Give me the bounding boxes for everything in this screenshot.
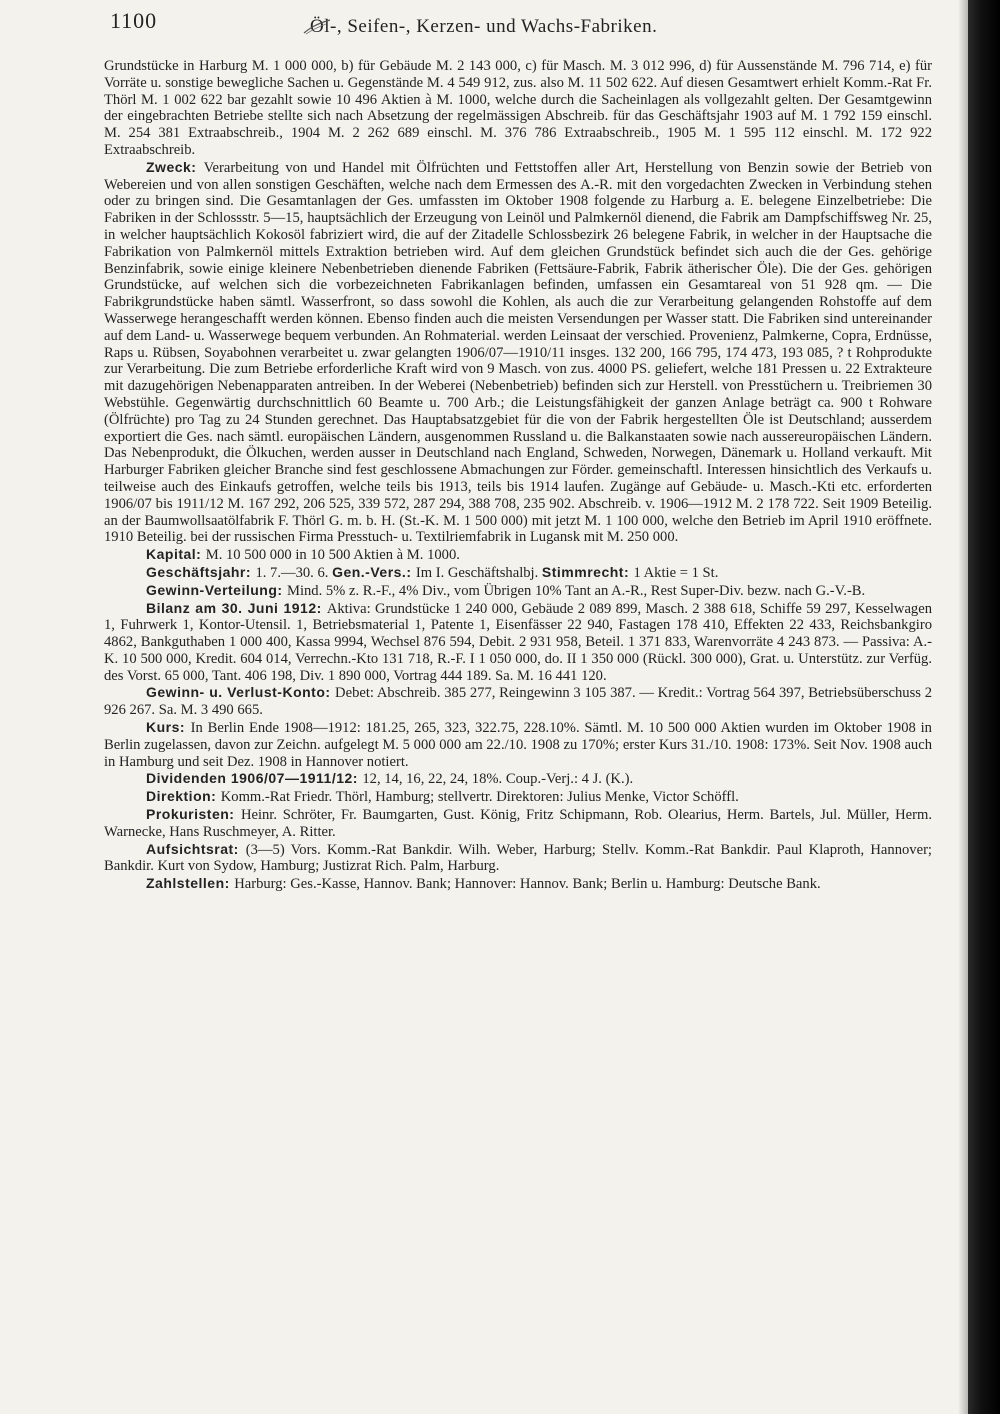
section-label: Gen.-Vers.: (332, 563, 416, 580)
section-label: Direktion: (146, 788, 221, 805)
section-label: Gewinn-Verteilung: (146, 581, 287, 598)
section-text: 12, 14, 16, 22, 24, 18%. Coup.-Verj.: 4 J. (K.). (362, 771, 634, 788)
section-label: Kurs: (146, 719, 191, 736)
section-direktion (104, 788, 932, 806)
intro-paragraph: Grundstücke in Harburg M. 1 000 000, b) für Gebäude M. 2 143 000, c) für Masch. M. 3 012 996, d) für Aussenstände M. 796 714, e) für Vorräte u. sonstige bewegliche Sachen u. Gegenstände M. 4 549 912, zus. also M. 11 502 622. Auf diesen Gesamtwert erhielt Komm.-Rat Fr. Thörl M. 1 002 622 bar gezahlt sowie 10 496 Aktien à M. 1000, welche durch die Sacheinlagen als vollgezahlt gelten. Der Gesamtgewinn der eingebrachten Betriebe stellte sich nach Absetzung der regelmässigen Abschreib. für das Geschäftsjahr 1903 auf M. 1 792 159 einschl. M. 254 381 Extraabschreib., 1904 M. 2 262 689 einschl. M. 376 786 Extraabschreib., 1905 M. 1 595 112 einschl. M. 172 922 Extraabschreib. (104, 58, 932, 158)
section-prokuristen (104, 806, 932, 841)
section-text: (3—5) Vors. Komm.-Rat Bankdir. Wilh. Weber, Harburg; Stellv. Komm.-Rat Bankdir. Paul Klaproth, Hannover; Bankdir. Kurt von Sydow, Hamburg; Justizrat Rich. Palm, Harburg. (104, 841, 932, 875)
section-text: Heinr. Schröter, Fr. Baumgarten, Gust. König, Fritz Schipmann, Rob. Olearius, Herm. Bartels, Jul. Müller, Herm. Warnecke, Hans Ruschmeyer, A. Ritter. (104, 807, 932, 840)
section-label: Geschäftsjahr: (146, 563, 256, 580)
page-number: 1100 (110, 8, 158, 33)
section-text: Aktiva: Grundstücke 1 240 000, Gebäude 2 089 899, Masch. 2 388 618, Schiffe 59 297, Kesselwagen 1, Fuhrwerk 1, Kontor-Utensil. 1, Betriebsmaterial 1, Patente 1, Eisenfässer 22 940, Fastagen 178 410, Effekten 22 433, Reichsbankgiro 4862, Bankguthaben 1 000 400, Kassa 9994, Wechsel 876 594, Debit. 2 931 958, Beteil. 1 371 833, Warenvorräte 4 243 873. — Passiva: A.-K. 10 500 000, Kredit. 604 014, Verrechn.-Kto 131 718, R.-F. I 1 050 000, do. II 1 350 000 (Rückl. 300 000), Grat. u. Unterstütz. zur Verfüg. des Vorst. 65 000, Tant. 406 198, Div. 1 890 000, Vortrag 444 189. Sa. M. 16 441 120. (104, 600, 932, 684)
section-aufsichtsrat (104, 841, 932, 876)
running-title: Öl-, Seifen-, Kerzen- und Wachs-Fabriken. (310, 16, 658, 37)
section-label: Zahlstellen: (146, 875, 235, 892)
section-label: Prokuristen: (146, 806, 241, 823)
section-text: Komm.-Rat Friedr. Thörl, Hamburg; stellvertr. Direktoren: Julius Menke, Victor Schöffl. (220, 789, 739, 806)
section-bilanz (104, 600, 932, 685)
section-text: 1. 7.—30. 6. (255, 564, 333, 581)
section-text: Verarbeitung von und Handel mit Ölfrüchten und Fettstoffen aller Art, Herstellung von Benzin sowie der Betrieb von Webereien und von allen sonstigen Geschäften, welche nach dem Ermessen des A.-R. mit den vorgedachten Zwecken in Verbindung stehen oder zu bringen sind. Die Gesamtanlagen der Ges. umfassten im Oktober 1908 folgende zu Harburg a. E. belegene Einzelbetriebe: Die Fabriken in der Schlossstr. 5—15, hauptsächlich der Erzeugung von Leinöl und Palmkernöl dienend, die Fabrik am Dampfschiffsweg Nr. 25, in welcher hauptsächlich Kokosöl fabriziert wird, die auf der Zitadelle Schlossbezirk 26 belegene Fabrik, in welcher in der Hauptsache die Fabrikation von Palmkernöl mittels Extraktion betrieben wird. Auf dem gleichen Grundstück befindet sich auch die der Ges. gehörige Benzinfabrik, sowie einige kleinere Nebenbetrieben dienende Fabriken (Fettsäure-Fabrik, Fabrik ätherischer Öle). Die der Ges. gehörigen Grundstücke, auf welchen sich die vorbezeichneten Fabrikanlagen befinden, umfassen ein Gesamtareal von 51 928 qm. — Die Fabrikgrundstücke haben sämtl. Wasserfront, so dass sowohl die Kohlen, als auch die zur Verarbeitung gelangenden Rohstoffe auf dem Wasserwege herangeschafft werden können. Ebenso finden auch die meisten Versendungen per Wasser statt. Die Fabriken sind untereinander auf dem Land- u. Wasserwege bequem verbunden. An Rohmaterial. werden Leinsaat der verschied. Provenienz, Palmkerne, Copra, Erdnüsse, Raps u. Rübsen, Soyabohnen verarbeitet u. zwar gelangten 1906/07—1910/11 insges. 132 200, 166 795, 174 473, 193 085, ? t Rohprodukte zur Verarbeitung. Die zum Betriebe erforderliche Kraft wird von 9 Masch. von zus. 4000 PS. geliefert, welche 181 Pressen u. 22 Extrakteure mit dazugehörigen Nebenapparaten antreiben. In der Weberei (Nebenbetrieb) befinden sich zur Herstell. von Presstüchern u. Treibriemen 30 Webstühle. Gegenwärtig durchschnittlich 60 Beamte u. 700 Arb.; die Leistungsfähigkeit der ganzen Anlage beträgt ca. 900 t Rohware (Ölfrüchte) pro Tag zu 24 Stunden gerechnet. Das Hauptabsatzgebiet für die von der Fabrik hergestellten Öle ist Deutschland; ausserdem exportiert die Ges. nach sämtl. europäischen Ländern, ausgenommen Russland u. die Balkanstaaten sowie nach aussereuropäischen Ländern. Das Nebenprodukt, die Ölkuchen, werden ausser in Deutschland nach England, Schweden, Norwegen, Dänemark u. Holland verkauft. Mit Harburger Fabriken gleicher Branche sind fest geschlossene Abmachungen zur Förder. gemeinschaftl. Interessen hinsichtlich des Verkaufs u. teilweise auch des Einkaufs getroffen, welche teils bis 1913, teils bis 1914 laufen. Zugänge auf Gebäude- u. Masch.-Kti etc. erforderten 1906/07 bis 1911/12 M. 167 292, 206 525, 339 572, 287 294, 388 708, 235 902. Abschreib. v. 1906—1912 M. 2 178 722. Seit 1909 Beteilig. an der Baumwollsaatölfabrik F. Thörl G. m. b. H. (St.-K. M. 1 500 000) mit jetzt M. 1 100 000, welche den Betrieb im April 1910 eröffnete. 1910 Beteilig. bei der russischen Firma Presstuch- u. Textilriemfabrik in Lugansk mit M. 250 000. (104, 159, 932, 546)
section-text: In Berlin Ende 1908—1912: 181.25, 265, 323, 322.75, 228.10%. Sämtl. M. 10 500 000 Aktien wurden im Oktober 1908 in Berlin zugelassen, davon zur Zeichn. aufgelegt M. 5 000 000 am 22./10. 1908 zu 170%; erster Kurs 31./10. 1908: 173%. Seit Nov. 1908 auch in Hamburg und seit Dez. 1908 in Hannover notiert. (104, 720, 932, 770)
section-zahlstellen (104, 875, 932, 893)
body-text (104, 58, 932, 893)
section-geschaeftsjahr (104, 564, 932, 582)
section-label: Bilanz am 30. Juni 1912: (146, 599, 327, 616)
book-spine-shadow (968, 0, 1000, 1414)
section-text: Harburg: Ges.-Kasse, Hannov. Bank; Hannover: Hannov. Bank; Berlin u. Hamburg: Deutsche Bank. (234, 876, 821, 893)
section-gewinn-verlust (104, 684, 932, 719)
section-text: M. 10 500 000 in 10 500 Aktien à M. 1000. (205, 547, 460, 564)
section-label: Aufsichtsrat: (146, 840, 246, 857)
section-label: Dividenden 1906/07—1911/12: (146, 770, 363, 787)
section-text: Debet: Abschreib. 385 277, Reingewinn 3 105 387. — Kredit.: Vortrag 564 397, Betriebsüberschuss 2 926 267. Sa. M. 3 490 665. (104, 685, 932, 719)
section-dividenden (104, 770, 932, 788)
section-text: 1 Aktie = 1 St. (633, 564, 719, 581)
section-gewinn-verteilung (104, 582, 932, 600)
section-label: Kapital: (146, 546, 206, 563)
section-label: Gewinn- u. Verlust-Konto: (146, 684, 336, 701)
section-label: Zweck: (146, 158, 204, 175)
pen-mark-icon (302, 18, 332, 36)
section-kurs (104, 719, 932, 770)
section-kapital (104, 546, 932, 564)
section-text: Mind. 5% z. R.-F., 4% Div., vom Übrigen 10% Tant an A.-R., Rest Super-Div. bezw. nach G.-V.-B. (286, 582, 866, 599)
section-zweck (104, 159, 932, 546)
section-label: Stimmrecht: (541, 563, 634, 580)
section-text: Im I. Geschäftshalbj. (415, 564, 542, 581)
page-header (110, 8, 970, 48)
